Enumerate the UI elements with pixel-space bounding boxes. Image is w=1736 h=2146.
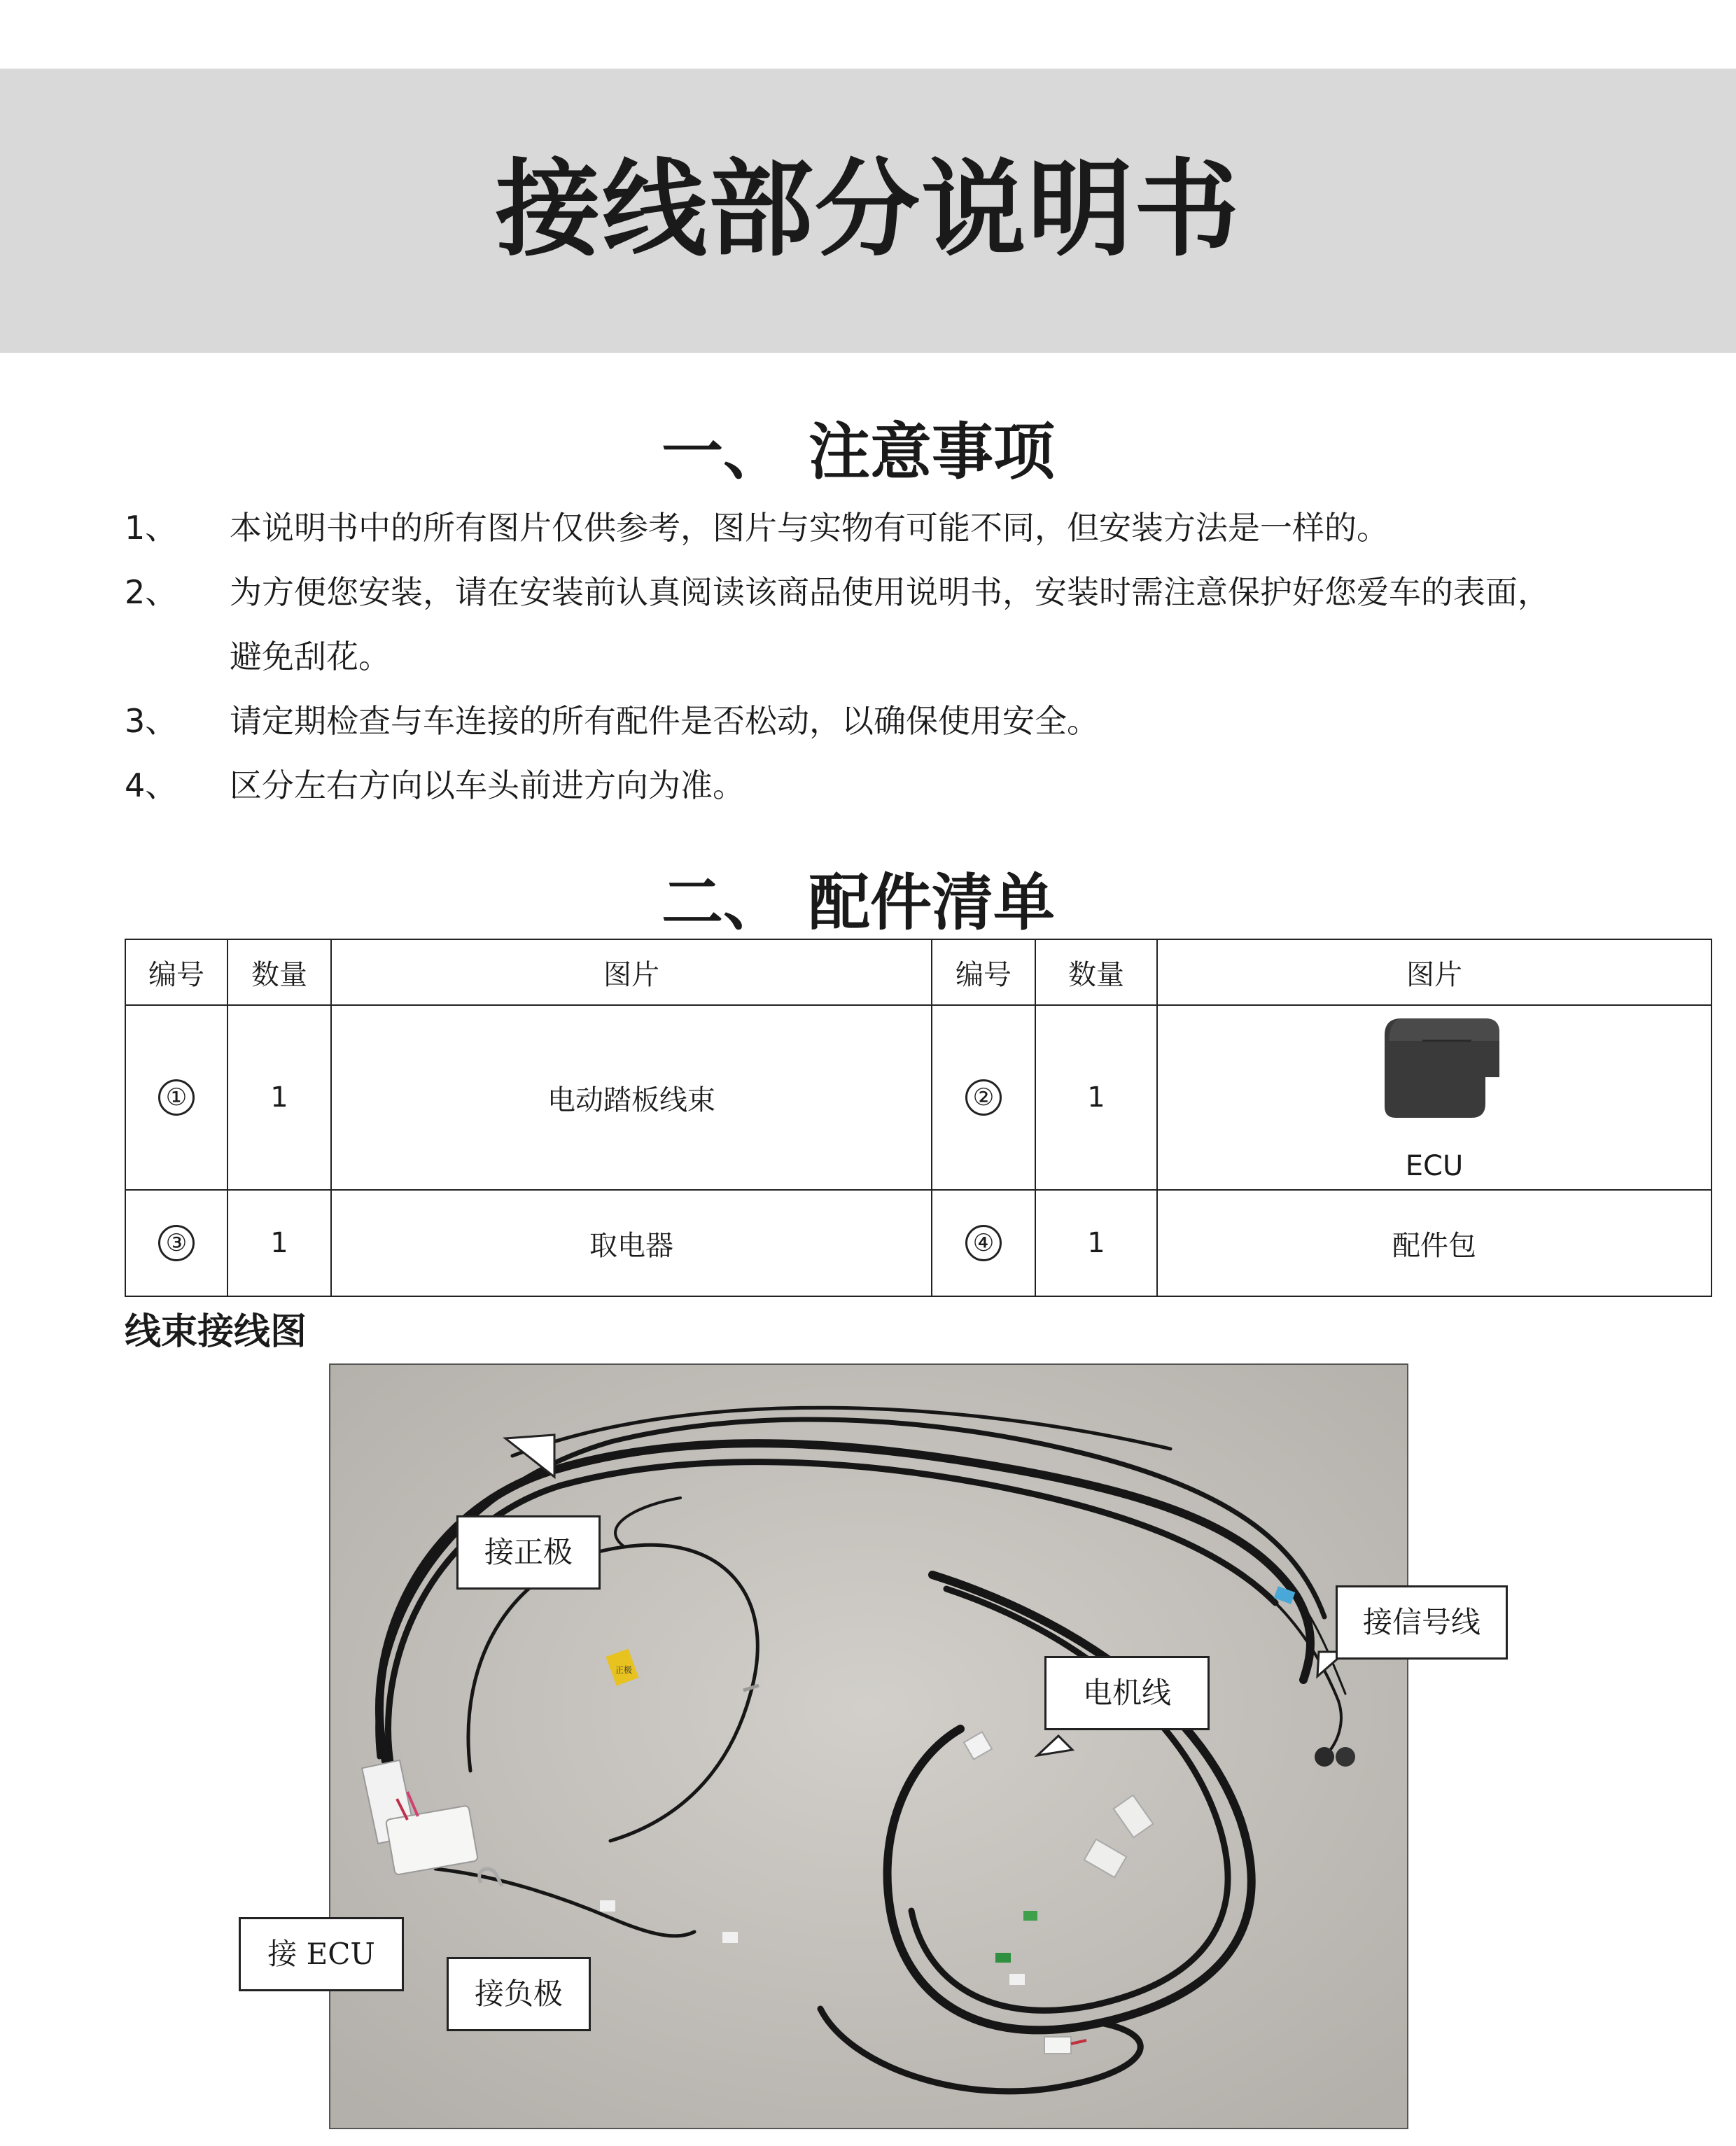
- wiring-diagram-title: 线束接线图: [125, 1311, 307, 1353]
- note-index: 4、: [125, 766, 178, 804]
- wiring-harness-photo: [329, 1363, 1480, 2129]
- page-title: 接线部分说明书: [495, 149, 1240, 271]
- table-header-row: [125, 939, 1712, 1005]
- item-name: 电动踏板线束: [331, 1005, 932, 1190]
- section-number: 一、: [662, 416, 785, 488]
- item-name: ECU: [1405, 1150, 1464, 1182]
- callout-ecu-outer: 接 ECU: [239, 1917, 404, 1991]
- ecu-image: [1380, 1013, 1506, 1132]
- item-quantity: 1: [1035, 1190, 1157, 1296]
- callout-signal: 接信号线: [1336, 1585, 1508, 1660]
- section-notes-heading: [0, 417, 1736, 487]
- section-number: 二、: [662, 867, 785, 939]
- table-row: [125, 1005, 1712, 1190]
- parts-table: [125, 939, 1712, 1297]
- callout-motor: 电机线: [1044, 1656, 1210, 1730]
- column-header: 编号: [125, 939, 227, 1005]
- positive-tag-label: 正极: [615, 1665, 633, 1675]
- note-text: 请定期检查与车连接的所有配件是否松动，以确保使用安全。: [230, 702, 1099, 740]
- item-quantity: 1: [227, 1190, 331, 1296]
- section-title: 注意事项: [808, 416, 1056, 488]
- ecu-image-cell: [1157, 1005, 1712, 1190]
- section-title: 配件清单: [808, 867, 1056, 939]
- table-row: [125, 1190, 1712, 1296]
- note-text: 为方便您安装，请在安装前认真阅读该商品使用说明书，安装时需注意保护好您爱车的表面，: [230, 573, 1550, 611]
- item-number: ③: [158, 1225, 195, 1261]
- column-header: 数量: [1035, 939, 1157, 1005]
- column-header: 图片: [1157, 939, 1712, 1005]
- column-header: 数量: [227, 939, 331, 1005]
- item-name: 取电器: [331, 1190, 932, 1296]
- callout-positive: 接正极: [456, 1515, 601, 1590]
- section-parts-heading: [0, 868, 1736, 938]
- item-number: ①: [158, 1079, 195, 1116]
- item-quantity: 1: [1035, 1005, 1157, 1190]
- note-index: 3、: [125, 702, 178, 740]
- item-number: ②: [965, 1079, 1002, 1116]
- note-text: 本说明书中的所有图片仅供参考，图片与实物有可能不同，但安装方法是一样的。: [230, 509, 1389, 547]
- column-header: 编号: [932, 939, 1035, 1005]
- note-index: 1、: [125, 509, 178, 547]
- note-text: 避免刮花。: [230, 638, 391, 675]
- column-header: 图片: [331, 939, 932, 1005]
- item-name: 配件包: [1157, 1190, 1712, 1296]
- item-quantity: 1: [227, 1005, 331, 1190]
- callout-negative: 接负极: [447, 1957, 591, 2031]
- note-text: 区分左右方向以车头前进方向为准。: [230, 766, 745, 804]
- note-index: 2、: [125, 573, 178, 611]
- item-number: ④: [965, 1225, 1002, 1261]
